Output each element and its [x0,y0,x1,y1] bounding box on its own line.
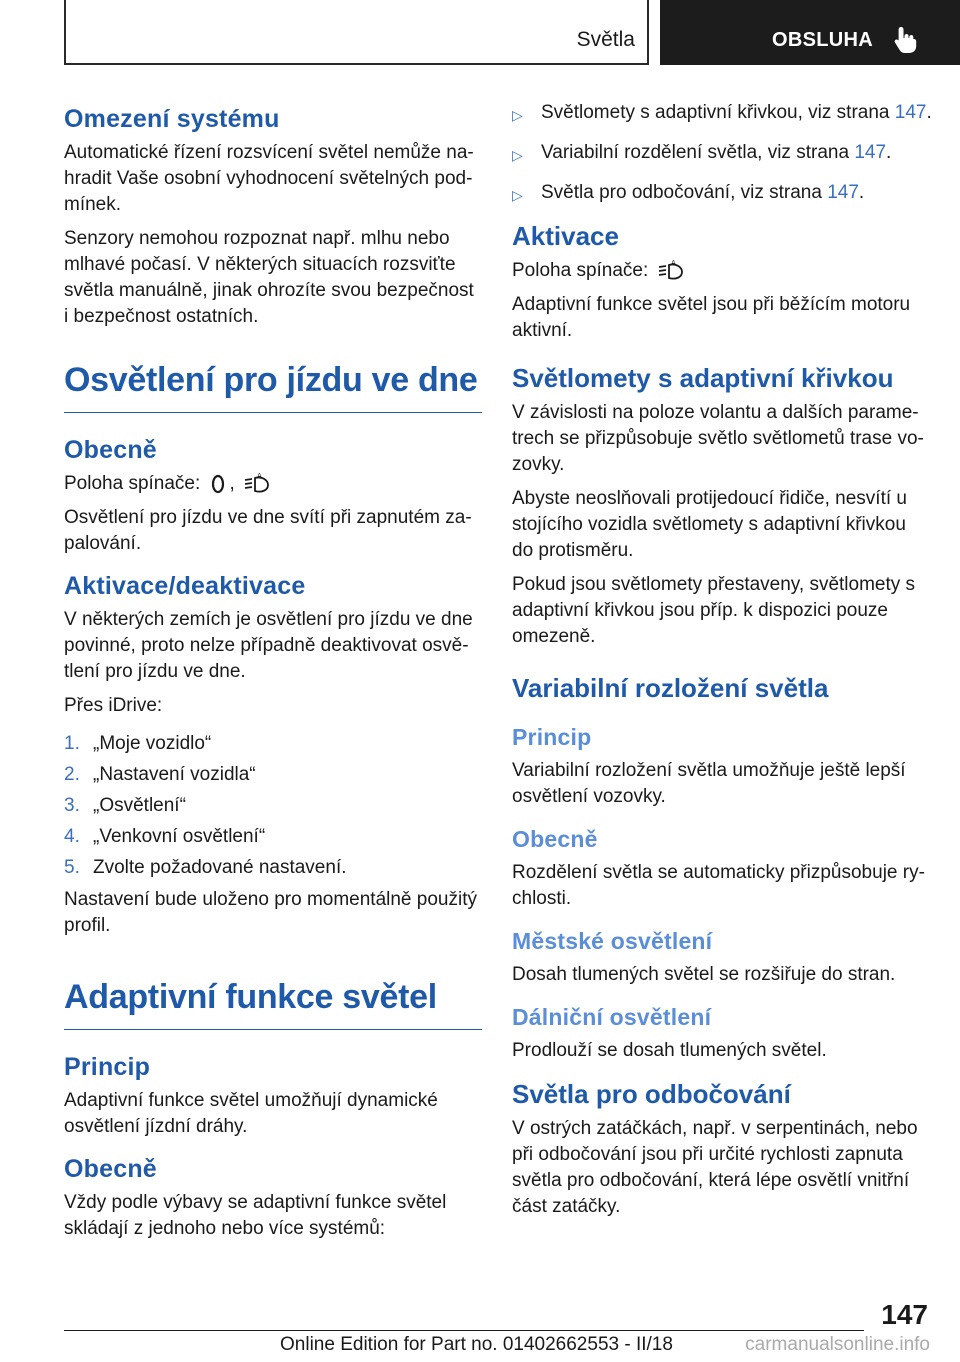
auto-headlight-icon [658,259,684,283]
page-link[interactable]: 147 [894,102,927,123]
heading-mestske-osvetleni: Městské osvětlení [512,928,713,954]
page-link[interactable]: 147 [827,182,859,203]
switch-position-label: Poloha spínače: [512,260,649,281]
watermark-text: carmanualsonline.info [745,1334,930,1355]
edition-text: Online Edition for Part no. 01402662553 - II/18 [280,1334,673,1355]
svg-text:A: A [670,258,676,267]
heading-obecne: Obecně [64,1155,157,1183]
list-item: 5. Zvolte požadované nastavení. [64,857,347,878]
switch-off-zero-icon [210,473,226,495]
heading-omezeni-systemu: Omezení systému [64,105,280,133]
header-section-title: Světla [576,28,635,51]
paragraph: Automatické řízení rozsvícení světel nemůže nahradit Vaše osobní vyhodnocení světelných podmínek. [64,142,474,215]
list-item: 4. „Venkovní osvětlení“ [64,826,266,847]
paragraph: Osvětlení pro jízdu ve dne svítí při zapnutém zapalování. [64,507,472,554]
list-item: ▷ Světlomety s adaptivní křivkou, viz strana 147. [512,100,932,128]
paragraph: Dosah tlumených světel se rozšiřuje do stran. [512,964,896,985]
heading-dalnicni-osvetleni: Dálniční osvětlení [512,1004,712,1030]
header-section-box [64,0,649,65]
heading-variabilni-rozlozeni: Variabilní rozložení světla [512,673,829,703]
list-item: ▷ Variabilní rozdělení světla, viz strana 147. [512,140,932,168]
switch-position-label: Poloha spínače: [64,473,201,494]
paragraph-idrive: Přes iDrive: [64,695,163,716]
heading-adaptivni-funkce: Adaptivní funkce světel [64,975,482,1030]
heading-aktivace-deaktivace: Aktivace/deaktivace [64,572,306,600]
list-item: 1. „Moje vozidlo“ [64,733,212,754]
header-chapter-title: OBSLUHA [772,29,873,51]
paragraph: Prodlouží se dosah tlumených světel. [512,1040,827,1061]
svg-text:A: A [257,471,262,480]
triangle-bullet-icon: ▷ [512,107,523,123]
paragraph: Adaptivní funkce světel jsou při běžícím motoru aktivní. [512,294,911,341]
paragraph: Adaptivní funkce světel umožňují dynamické osvětlení jízdní dráhy. [64,1090,438,1137]
page-link[interactable]: 147 [854,142,887,163]
paragraph: V některých zemích je osvětlení pro jízdu ve dne povinné, proto nelze případně deaktivovat osvětlení pro jízdu ve dne. [64,609,473,682]
heading-princip: Princip [512,724,592,750]
paragraph: Abyste neoslňovali protijedoucí řidiče, nesvítí u stojícího vozidla světlomety s adaptivní křivkou do protisměru. [512,488,907,561]
footer-divider [64,1330,864,1331]
separator-comma: , [229,473,235,494]
list-item: 2. „Nastavení vozidla“ [64,764,256,785]
heading-princip: Princip [64,1053,151,1081]
paragraph: V závislosti na poloze volantu a dalších parametrech se přizpůsobuje světlo světlometů trase vozovky. [512,402,924,475]
list-item: 3. „Osvětlení“ [64,795,186,816]
heading-osvetleni-ve-dne: Osvětlení pro jízdu ve dne [64,358,482,413]
left-column [64,100,482,1250]
triangle-bullet-icon: ▷ [512,187,523,203]
paragraph: Vždy podle výbavy se adaptivní funkce světel skládají z jednoho nebo více systémů: [64,1192,447,1239]
paragraph: Variabilní rozložení světla umožňuje ještě lepší osvětlení vozovky. [512,760,906,807]
right-column [512,100,932,1228]
adaptive-systems-list [512,100,932,208]
heading-svetlomety-krivka: Světlomety s adaptivní křivkou [512,363,894,393]
list-item: ▷ Světla pro odbočování, viz strana 147. [512,180,932,208]
heading-svetla-odbocovani: Světla pro odbočování [512,1079,791,1109]
paragraph: Pokud jsou světlomety přestaveny, světlomety s adaptivní křivkou jsou příp. k dispozici pouze omezeně. [512,574,916,647]
idrive-steps-list [64,731,482,881]
heading-obecne: Obecně [64,436,157,464]
heading-obecne: Obecně [512,826,598,852]
paragraph: Rozdělení světla se automaticky přizpůsobuje rychlosti. [512,862,925,909]
paragraph: Nastavení bude uloženo pro momentálně použitý profil. [64,889,477,936]
paragraph-switch-position [64,471,482,497]
page-number: 147 [881,1299,928,1330]
auto-headlight-icon [244,472,270,496]
paragraph: V ostrých zatáčkách, např. v serpentinách, nebo při odbočování jsou při určité rychlosti zapnuta světla pro odbočování, která lépe osvětlí vnitřní část zatáčky. [512,1118,918,1217]
paragraph-switch-position [512,258,932,284]
heading-aktivace: Aktivace [512,221,619,251]
paragraph: Senzory nemohou rozpoznat např. mlhu nebo mlhavé počasí. V některých situacích rozsviťte světla manuálně, jinak ohrozíte svou bezpečnost i bezpečnost ostatních. [64,228,474,327]
hand-pointer-icon [892,25,920,55]
triangle-bullet-icon: ▷ [512,147,523,163]
